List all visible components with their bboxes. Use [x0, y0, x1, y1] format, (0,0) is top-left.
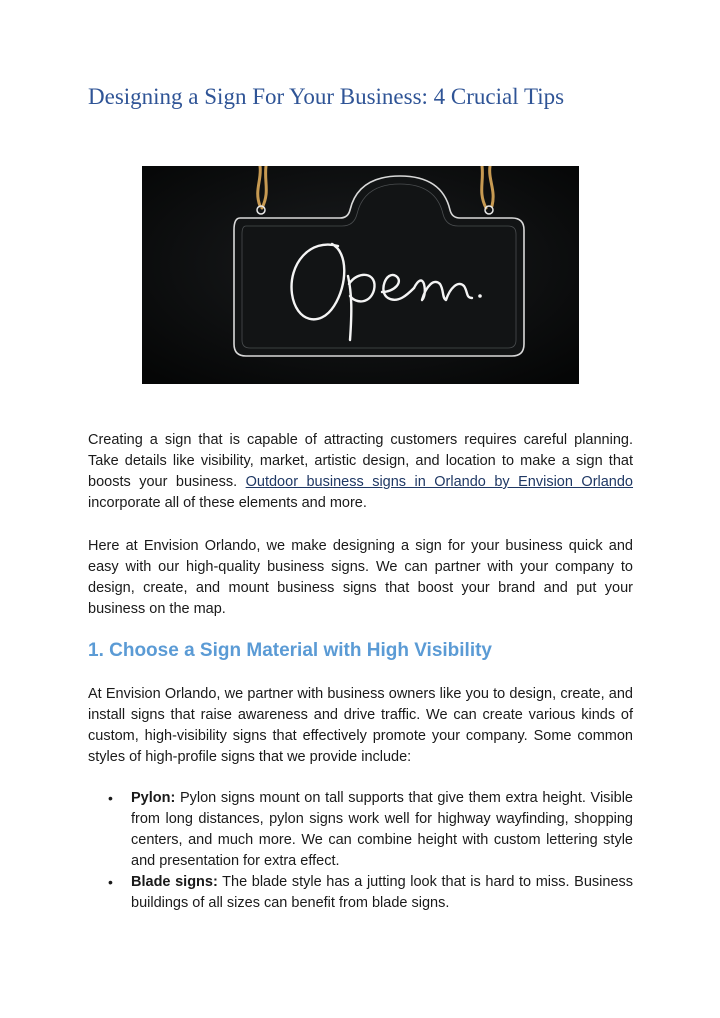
section-1-paragraph: At Envision Orlando, we partner with business owners like you to design, create, and install signs that raise awareness and drive traffic. We can create various kinds of custom, high-visibility signs that effectively promote your company. Some common styles of high-profile signs that we provide include: — [88, 686, 633, 765]
document-title: Designing a Sign For Your Business: 4 Crucial Tips — [88, 84, 565, 109]
bullet-icon: • — [108, 790, 113, 806]
section-heading-1: 1. Choose a Sign Material with High Visibility — [88, 640, 493, 661]
intro-text-tail: incorporate all of these elements and more. — [88, 495, 367, 511]
bullet-icon: • — [108, 874, 113, 890]
list-item-term: Pylon: — [131, 790, 176, 806]
list-item — [88, 872, 633, 914]
outdoor-signs-link[interactable]: Outdoor business signs in Orlando by Envision Orlando — [245, 474, 634, 490]
intro-paragraph-2: Here at Envision Orlando, we make designing a sign for your business quick and easy with our high-quality business signs. We can partner with your company to design, create, and mount business signs that boost your brand and put your business on the map. — [88, 538, 633, 617]
list-item — [88, 788, 633, 872]
hero-image-open-sign — [142, 166, 579, 384]
list-item-text: Pylon signs mount on tall supports that give them extra height. Visible from long distances, pylon signs work well for highway wayfinding, shopping centers, and much more. We can combine height with custom lettering style and presentation for extra effect. — [131, 790, 633, 869]
intro-text: Creating a sign that is capable of attracting customers requires careful planning. Take details like visibility, market, artistic design, and location to make a sign that boosts your business. — [88, 432, 633, 490]
list-item-text: The blade style has a jutting look that is hard to miss. Business buildings of all sizes can benefit from blade signs. — [131, 874, 634, 911]
list-item-term: Blade signs: — [131, 874, 218, 890]
intro-paragraph-1 — [88, 430, 633, 514]
open-sign-illustration — [142, 166, 579, 384]
sign-styles-list — [88, 788, 633, 914]
